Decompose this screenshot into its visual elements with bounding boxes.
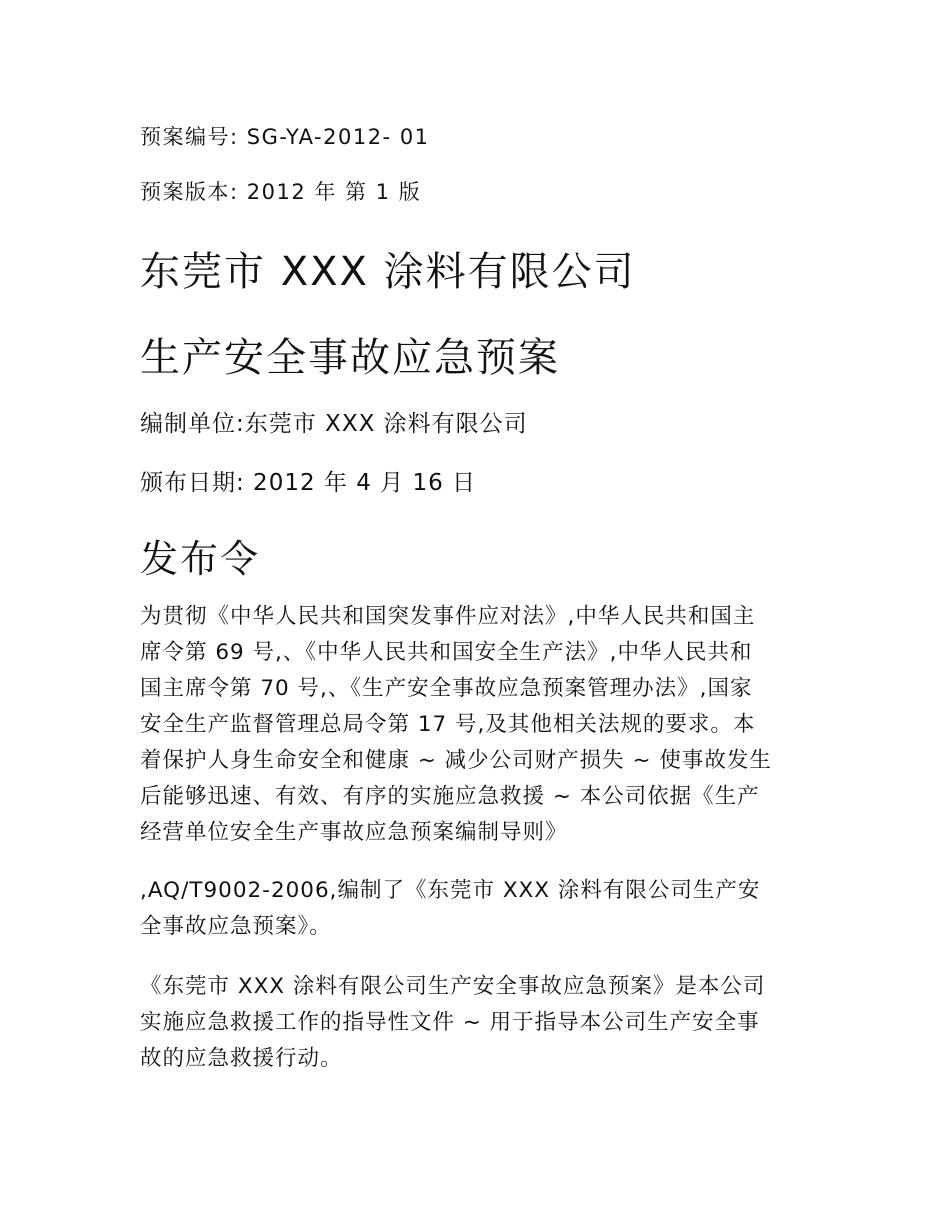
paragraph-line: 席令第 69 号,、《中华人民共和国安全生产法》,中华人民共和 <box>140 640 753 665</box>
paragraph-line: 《东莞市 XXX 涂料有限公司生产安全事故应急预案》是本公司 <box>140 974 766 999</box>
paragraph-line: 故的应急救援行动。 <box>140 1046 343 1071</box>
company-title: 东莞市 XXX 涂料有限公司 <box>140 249 636 295</box>
paragraph-line: 为贯彻《中华人民共和国突发事件应对法》,中华人民共和国主 <box>140 604 756 629</box>
section-title: 发布令 <box>140 537 261 581</box>
plan-title: 生产安全事故应急预案 <box>140 335 560 381</box>
paragraph-compiled <box>140 873 812 945</box>
paragraph-purpose <box>140 969 812 1077</box>
paragraph-line: 经营单位安全生产事故应急预案编制导则》 <box>140 820 568 845</box>
paragraph-decree-basis <box>140 599 812 851</box>
paragraph-line: ,AQ/T9002-2006,编制了《东莞市 XXX 涂料有限公司生产安 <box>140 878 761 903</box>
paragraph-line: 安全生产监督管理总局令第 17 号,及其他相关法规的要求。本 <box>140 712 756 737</box>
plan-version: 预案版本: 2012 年 第 1 版 <box>140 180 422 204</box>
compiled-by: 编制单位:东莞市 XXX 涂料有限公司 <box>140 411 528 437</box>
plan-number: 预案编号: SG-YA-2012- 01 <box>140 125 430 149</box>
paragraph-line: 全事故应急预案》。 <box>140 914 332 939</box>
paragraph-line: 后能够迅速、有效、有序的实施应急救援 ~ 本公司依据《生产 <box>140 784 760 809</box>
paragraph-line: 国主席令第 70 号,、《生产安全事故应急预案管理办法》,国家 <box>140 676 753 701</box>
paragraph-line: 实施应急救援工作的指导性文件 ~ 用于指导本公司生产安全事 <box>140 1010 760 1035</box>
paragraph-line: 着保护人身生命安全和健康 ~ 减少公司财产损失 ~ 使事故发生 <box>140 748 772 773</box>
issue-date: 颁布日期: 2012 年 4 月 16 日 <box>140 470 477 496</box>
